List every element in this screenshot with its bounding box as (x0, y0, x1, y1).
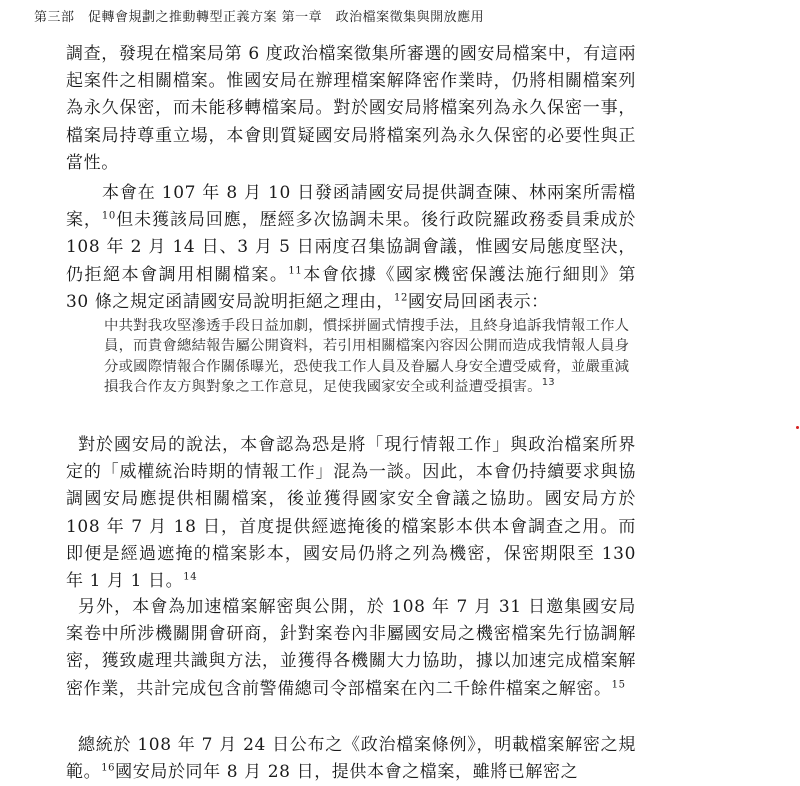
paragraph-1: 調查，發現在檔案局第 6 度政治檔案徵集所審選的國安局檔案中，有這兩起案件之相關檔案。惟國安局在辦理檔案解降密作業時，仍將相關檔案列為永久保密，而未能移轉檔案局。對於國安局將檔案列為永久保密一事，檔案局持尊重立場，本會則質疑國安局將檔案列為永久保密的必要性與正當性。 (66, 44, 636, 173)
running-head: 第三部 促轉會規劃之推動轉型正義方案 第一章 政治檔案徵集與開放應用 (34, 10, 485, 25)
footnote-ref-12[interactable]: 12 (394, 292, 408, 304)
paragraph-5-part-b: 國安局於同年 8 月 28 日，提供本會之檔案，雖將已解密之 (115, 762, 579, 783)
footnote-ref-13[interactable]: 13 (541, 377, 555, 389)
paragraph-3-text: 對於國安局的說法，本會認為恐是將「現行情報工作」與政治檔案所界定的「威權統治時期的情報工作」混為一談。因此，本會仍持續要求與協調國安局應提供相關檔案，後並獲得國家安全會議之協助。國安局方於 108 年 7 月 18 日，首度提供經遮掩後的檔案影本供本會調查之用。而即便是經過遮掩的檔案影本，國安局仍將之列為機密，保密期限至 130 年 1 月 1 日。 (66, 435, 636, 592)
footnote-ref-16[interactable]: 16 (101, 762, 116, 774)
block-quote-text: 中共對我攻堅滲透手段日益加劇，慣採拼圖式情搜手法，且終身追訴我情報工作人員，而貴會總結報告屬公開資料，若引用相關檔案內容因公開而造成我情報人員身分或國際情報合作關係曝光，恐使我工作人員及眷屬人身安全遭受威脅，並嚴重減損我合作友方與對象之工作意見，足使我國家安全或利益遭受損害。 (104, 318, 630, 396)
paragraph-4 (66, 594, 636, 703)
footnote-ref-11[interactable]: 11 (288, 264, 303, 276)
paragraph-4-text: 另外，本會為加速檔案解密與公開，於 108 年 7 月 31 日邀集國安局案卷中所涉機關開會研商，針對案卷內非屬國安局之機密檔案先行協調解密，獲致處理共識與方法，並獲得各機關大力協助，據以加速完成檔案解密作業，共計完成包含前警備總司令部檔案在內二千餘件檔案之解密。 (66, 597, 636, 699)
footnote-ref-10[interactable]: 10 (101, 210, 116, 222)
paragraph-5 (66, 732, 636, 786)
paragraph-2-part-d: 國安局回函表示： (407, 291, 549, 312)
paragraph-2 (66, 180, 636, 316)
paragraph-2-part-a: 本會在 107 年 8 月 10 日發函請國安局提供調查陳、林兩案所需檔案， (66, 183, 636, 231)
red-marker-dot (796, 426, 799, 429)
block-quote (104, 316, 630, 398)
paragraph-5-part-a: 總統於 108 年 7 月 24 日公布之《政治檔案條例》，明載檔案解密之規範。 (66, 735, 636, 783)
paragraph-3 (66, 432, 636, 595)
paragraph-2-part-c: 本會依據《國家機密保護法施行細則》第 30 條之規定函請國安局說明拒絕之理由， (66, 264, 636, 312)
paragraph-2-part-b: 但未獲該局回應，歷經多次協調未果。後行政院羅政務委員秉成於 108 年 2 月 14 日、3 月 5 日兩度召集協調會議，惟國安局態度堅決，仍拒絕本會調用相關檔案。 (66, 210, 636, 285)
footnote-ref-15[interactable]: 15 (611, 678, 626, 690)
footnote-ref-14[interactable]: 14 (183, 571, 198, 583)
